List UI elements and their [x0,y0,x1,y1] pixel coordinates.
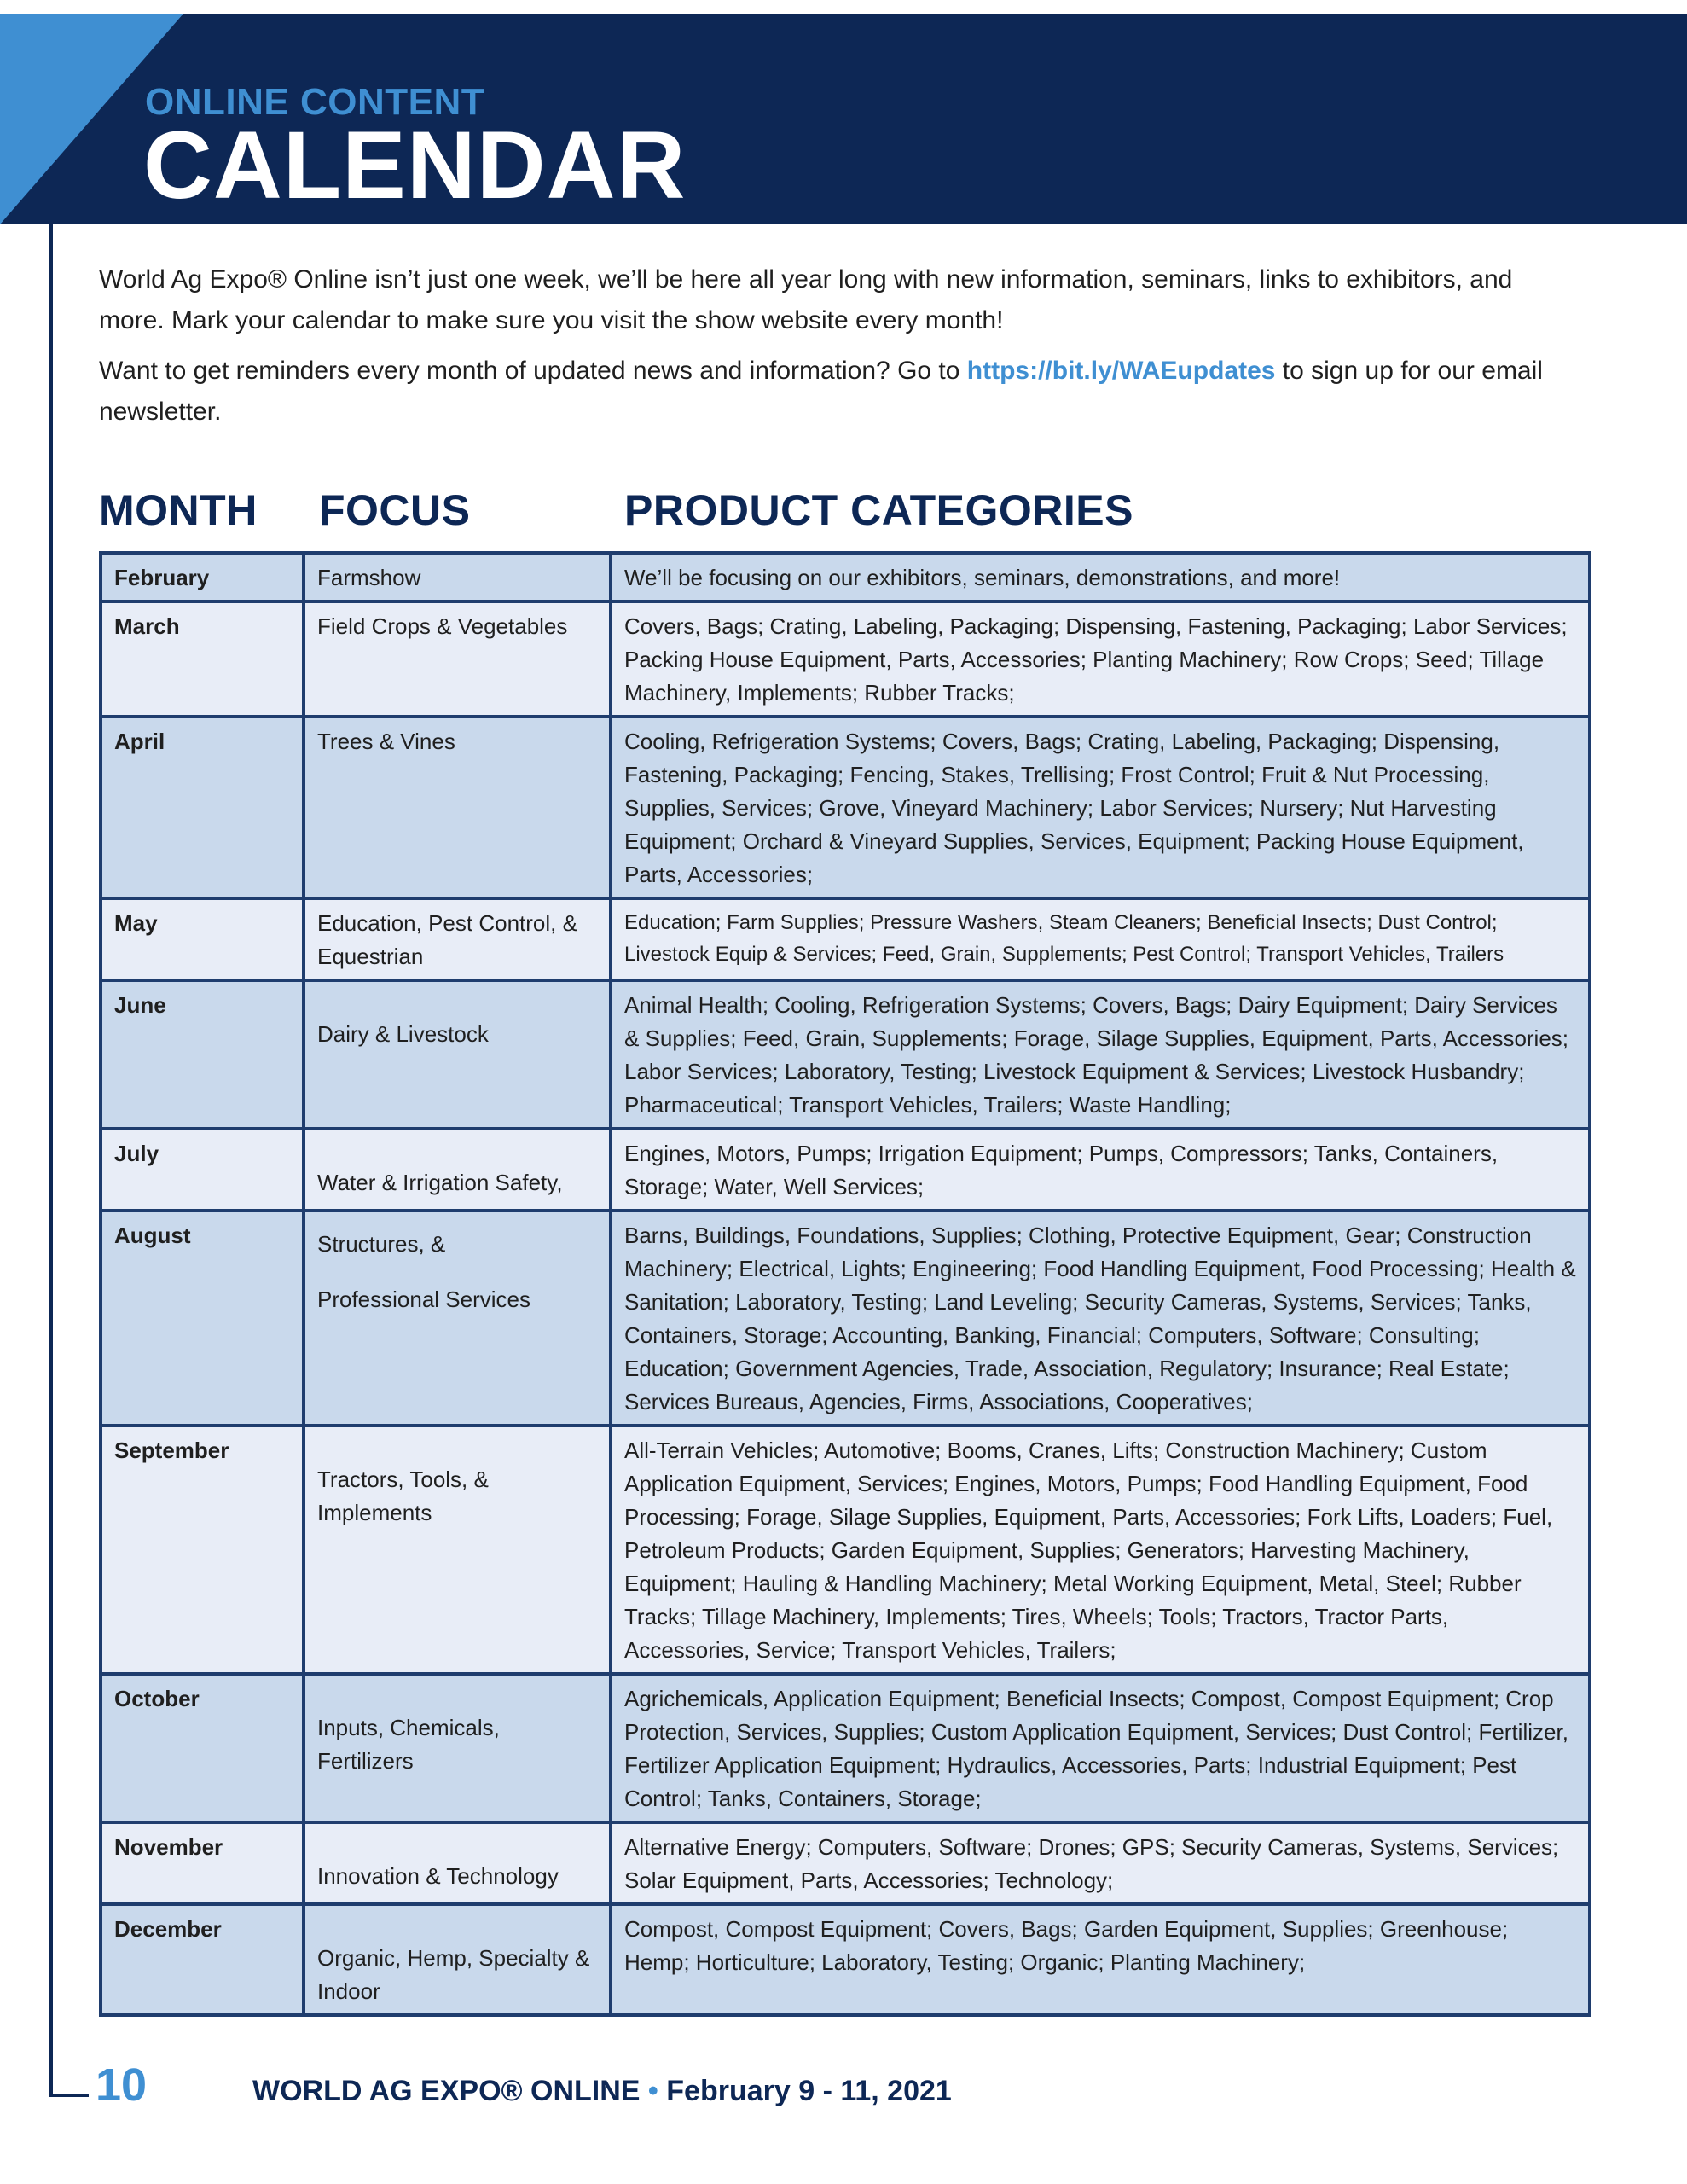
intro-paragraph-2 [99,351,1583,433]
focus-cell: Water & Irrigation Safety, [304,1129,611,1211]
categories-cell: All-Terrain Vehicles; Automotive; Booms, Cranes, Lifts; Construction Machinery; Custom Application Equipment, Services; Engines, Motors, Pumps; Food Handling Equipment, Food Processing; Forage, Silage Supplies, Equipment, Parts, Accessories; Fork Lifts, Loaders; Fuel, Petroleum Products; Garden Equipment, Supplies; Generators; Harvesting Machinery, Equipment; Hauling & Handling Machinery; Metal Working Equipment, Metal, Steel; Rubber Tracks; Tillage Machinery, Implements; Tires, Wheels; Tools; Tractors, Tractor Parts, Accessories, Service; Transport Vehicles, Trailers; [611,1426,1590,1674]
month-cell: February [101,553,304,601]
month-cell: July [101,1129,304,1211]
left-margin-rule [49,224,53,2097]
categories-cell: Covers, Bags; Crating, Labeling, Packaging; Dispensing, Fastening, Packaging; Labor Services; Packing House Equipment, Parts, Accessories; Planting Machinery; Row Crops; Seed; Tillage Machinery, Implements; Rubber Tracks; [611,601,1590,717]
table-row [101,1822,1590,1904]
intro-text-before-link: Want to get reminders every month of updated news and information? Go to [99,357,967,385]
column-header-categories: PRODUCT CATEGORIES [624,486,1133,534]
focus-cell: Dairy & Livestock [304,980,611,1129]
intro-paragraph-1: World Ag Expo® Online isn’t just one week, we’ll be here all year long with new information, seminars, links to exhibitors, and more. Mark your calendar to make sure you visit the show website every month! [99,265,1513,334]
newsletter-signup-link[interactable]: https://bit.ly/WAEupdates [966,357,1276,385]
month-cell: August [101,1211,304,1426]
focus-cell: Inputs, Chemicals, Fertilizers [304,1674,611,1822]
column-header-focus: FOCUS [319,486,471,534]
categories-cell: Agrichemicals, Application Equipment; Beneficial Insects; Compost, Compost Equipment; Crop Protection, Services, Supplies; Custom Application Equipment, Services; Dust Control; Fertilizer, Fertilizer Application Equipment; Hydraulics, Accessories, Parts; Industrial Equipment; Pest Control; Tanks, Containers, Storage; [611,1674,1590,1822]
table-row [101,980,1590,1129]
table-row [101,1129,1590,1211]
focus-cell: Field Crops & Vegetables [304,601,611,717]
focus-cell: Tractors, Tools, & Implements [304,1426,611,1674]
month-cell: March [101,601,304,717]
categories-cell: Barns, Buildings, Foundations, Supplies; Clothing, Protective Equipment, Gear; Construction Machinery; Electrical, Lights; Engineering; Food Handling Equipment, Food Processing; Health & Sanitation; Laboratory, Testing; Land Leveling; Security Cameras, Systems, Services; Tanks, Containers, Storage; Accounting, Banking, Financial; Computers, Software; Consulting; Education; Government Agencies, Trade, Association, Regulatory; Insurance; Real Estate; Services Bureaus, Agencies, Firms, Associations, Cooperatives; [611,1211,1590,1426]
month-cell: April [101,717,304,898]
month-cell: September [101,1426,304,1674]
focus-cell: Trees & Vines [304,717,611,898]
focus-cell: Farmshow [304,553,611,601]
table-row [101,601,1590,717]
categories-cell: Cooling, Refrigeration Systems; Covers, Bags; Crating, Labeling, Packaging; Dispensing, Fastening, Packaging; Fencing, Stakes, Trellising; Frost Control; Fruit & Nut Processing, Supplies, Services; Grove, Vineyard Machinery; Labor Services; Nursery; Nut Harvesting Equipment; Orchard & Vineyard Supplies, Services, Equipment; Packing House Equipment, Parts, Accessories; [611,717,1590,898]
page-number: 10 [96,2059,148,2111]
column-header-month: MONTH [99,486,258,534]
footer-pub-name: WORLD AG EXPO® ONLINE [252,2075,641,2107]
month-cell: June [101,980,304,1129]
categories-cell: Engines, Motors, Pumps; Irrigation Equipment; Pumps, Compressors; Tanks, Containers, Storage; Water, Well Services; [611,1129,1590,1211]
month-cell: November [101,1822,304,1904]
categories-cell: Compost, Compost Equipment; Covers, Bags; Garden Equipment, Supplies; Greenhouse; Hemp; Horticulture; Laboratory, Testing; Organic; Planting Machinery; [611,1904,1590,2015]
content-calendar-table [99,551,1591,2017]
table-row [101,1904,1590,2015]
month-cell: December [101,1904,304,2015]
focus-cell: Innovation & Technology [304,1822,611,1904]
focus-cell: Organic, Hemp, Specialty & Indoor [304,1904,611,2015]
table-row [101,717,1590,898]
footer-bullet: • [647,2075,658,2107]
table-row [101,553,1590,601]
table-row [101,1674,1590,1822]
categories-cell: We’ll be focusing on our exhibitors, seminars, demonstrations, and more! [611,553,1590,601]
intro-text-after-link: to sign up for our email newsletter. [99,357,1543,426]
footer-publication [252,2077,952,2106]
focus-line-2: Professional Services [317,1287,530,1312]
month-cell: October [101,1674,304,1822]
categories-cell: Education; Farm Supplies; Pressure Washers, Steam Cleaners; Beneficial Insects; Dust Control; Livestock Equip & Services; Feed, Grain, Supplements; Pest Control; Transport Vehicles, Trailers [611,898,1590,980]
table-row [101,1426,1590,1674]
table-row [101,898,1590,980]
page-title: CALENDAR [143,112,687,218]
categories-cell: Alternative Energy; Computers, Software; Drones; GPS; Security Cameras, Systems, Services; Solar Equipment, Parts, Accessories; Technology; [611,1822,1590,1904]
focus-line-1: Structures, & [317,1231,446,1257]
focus-cell: Education, Pest Control, & Equestrian [304,898,611,980]
header-kicker: ONLINE CONTENT [145,81,485,123]
footer-rule [49,2094,89,2097]
focus-cell [304,1211,611,1426]
table-row [101,1211,1590,1426]
footer-dates: February 9 - 11, 2021 [666,2075,952,2107]
categories-cell: Animal Health; Cooling, Refrigeration Systems; Covers, Bags; Dairy Equipment; Dairy Services & Supplies; Feed, Grain, Supplements; Forage, Silage Supplies, Equipment, Parts, Accessories; Labor Services; Laboratory, Testing; Livestock Equipment & Services; Livestock Husbandry; Pharmaceutical; Transport Vehicles, Trailers; Waste Handling; [611,980,1590,1129]
month-cell: May [101,898,304,980]
